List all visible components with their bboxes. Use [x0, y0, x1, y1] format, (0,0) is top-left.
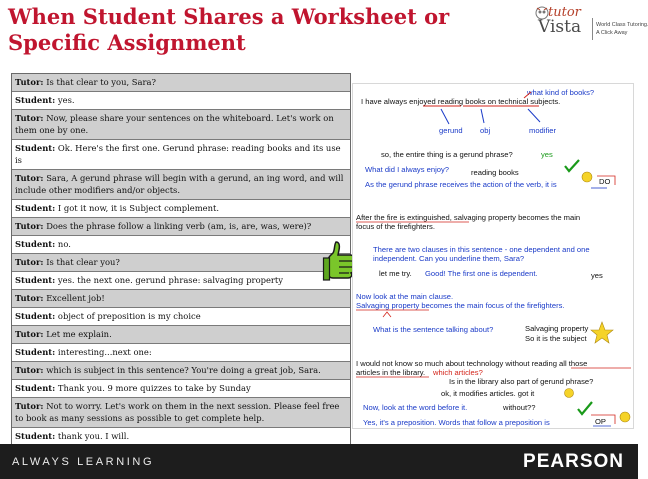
logo-divider: [592, 18, 593, 40]
logo-word-vista: Vista: [538, 17, 582, 37]
title-line-1: When Student Shares a Worksheet or: [8, 4, 450, 29]
wb-good-first: Good! The first one is dependent.: [425, 269, 538, 278]
transcript-row: Student: Thank you. 9 more quizzes to take by Sunday: [12, 380, 350, 398]
footer-tagline: ALWAYS LEARNING: [12, 456, 155, 468]
transcript-row: Tutor: Let me explain.: [12, 326, 350, 344]
wb-is-in-library: Is in the library also part of gerund phrase?: [449, 377, 594, 386]
logo-tagline-1: World Class Tutoring.: [596, 22, 648, 28]
wb-two-clauses-a: There are two clauses in this sentence - one dependent and one: [373, 245, 590, 254]
wb-gerund: gerund: [439, 126, 463, 135]
tutorvista-logo: [534, 4, 648, 44]
transcript-row: Student: thank you. I will.: [12, 428, 350, 446]
footer-bar: [0, 444, 638, 479]
wb-modifier: modifier: [529, 126, 557, 135]
wb-sentence-2c: Salvaging property becomes the main focus of the firefighters.: [356, 301, 565, 310]
wb-let-me-try: let me try.: [379, 269, 412, 278]
wb-sentence-2a: After the fire is extinguished, salvaging property becomes the main: [356, 213, 581, 222]
wb-sentence-1: I have always enjoyed reading books on technical subjects.: [361, 97, 561, 106]
transcript-row: Tutor: Is that clear to you, Sara?: [12, 74, 350, 92]
wb-sentence-3b: articles in the library.: [356, 368, 426, 377]
transcript-row: Student: Ok. Here's the first one. Gerund phrase: reading books and its use is: [12, 140, 350, 170]
transcript-row: Tutor: Excellent job!: [12, 290, 350, 308]
wb-what-enjoy: What did I always enjoy?: [365, 165, 449, 174]
wb-sentence-2b: focus of the firefighters.: [356, 222, 435, 231]
transcript-row: Student: object of preposition is my choice: [12, 308, 350, 326]
wb-two-clauses-b: independent. Can you underline them, Sara?: [373, 254, 525, 263]
transcript-row: Student: I got it now, it is Subject complement.: [12, 200, 350, 218]
wb-main-clause: Now look at the main clause.: [356, 292, 454, 301]
transcript-row: Tutor: Is that clear you?: [12, 254, 350, 272]
wb-q-kind: what kind of books?: [527, 88, 595, 97]
transcript-row: Student: no.: [12, 236, 350, 254]
transcript-row: Student: yes. the next one. gerund phrase: salvaging property: [12, 272, 350, 290]
transcript-row: Tutor: Now, please share your sentences on the whiteboard. Let's work on them one by one.: [12, 110, 350, 140]
wb-do: DO: [599, 177, 611, 186]
title-line-2: Specific Assignment: [8, 30, 246, 55]
wb-obj: obj: [480, 126, 491, 135]
wb-yes-2: yes: [591, 271, 603, 280]
transcript-row: Student: interesting...next one:: [12, 344, 350, 362]
wb-look-word: Now, look at the word before it.: [363, 403, 468, 412]
wb-so-entire: so, the entire thing is a gerund phrase?: [381, 150, 513, 159]
wb-reading-books: reading books: [471, 168, 519, 177]
wb-sentence-3a: I would not know so much about technology without reading all those: [356, 359, 588, 368]
whiteboard: [352, 83, 634, 429]
wb-without: without??: [503, 403, 536, 412]
wb-subject: So it is the subject: [525, 334, 587, 343]
transcript-row: Tutor: Not to worry. Let's work on them in the next session. Please feel free to book as many sessions as possible to get complete help.: [12, 398, 350, 428]
wb-yes-1: yes: [541, 150, 553, 159]
logo-tagline-2: A Click Away: [596, 30, 628, 36]
transcript-row: Tutor: Sara, A gerund phrase will begin with a gerund, an ing word, and will include other modifiers and/or objects.: [12, 170, 350, 200]
transcript-row: Tutor: Does the phrase follow a linking verb (am, is, are, was, were)?: [12, 218, 350, 236]
wb-salvaging: Salvaging property: [525, 324, 589, 333]
slide-title: [8, 4, 508, 56]
pearson-logo: PEARSON: [523, 451, 624, 472]
logo-word-tutor: tutor: [548, 5, 581, 20]
wb-preposition: Yes, it's a preposition. Words that follow a preposition is: [363, 418, 550, 427]
wb-op: OP: [595, 417, 606, 426]
transcript-row: Student: yes.: [12, 92, 350, 110]
wb-ok-modifies: ok, it modifies articles. got it: [441, 389, 535, 398]
transcript-row: Tutor: which is subject in this sentence? You're doing a great job, Sara.: [12, 362, 350, 380]
wb-talk-about: What is the sentence talking about?: [373, 325, 494, 334]
chat-transcript: [11, 73, 351, 446]
wb-receives: As the gerund phrase receives the action of the verb, it is: [365, 180, 557, 189]
wb-which-articles: which articles?: [433, 368, 483, 377]
